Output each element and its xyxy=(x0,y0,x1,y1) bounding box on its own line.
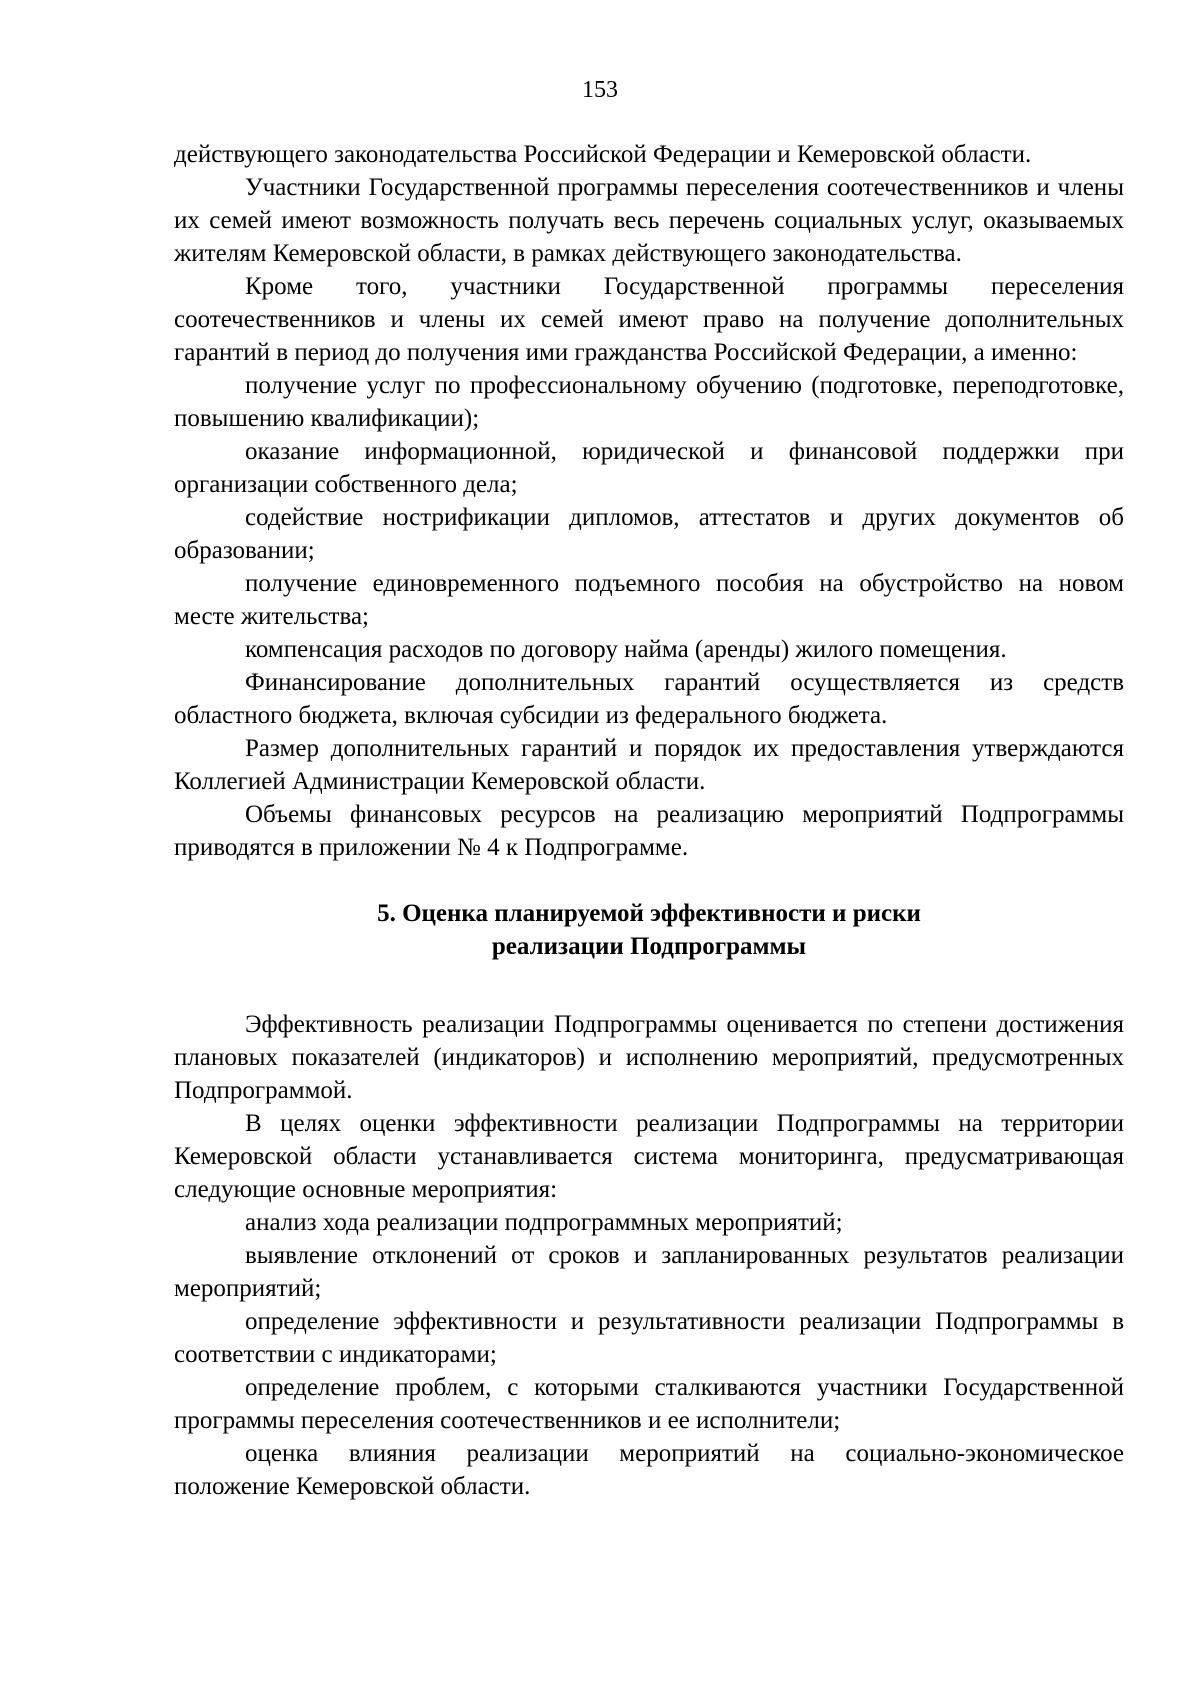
paragraph: В целях оценки эффективности реализации Подпрограммы на территории Кемеровской области устанавливается система мониторинга, предусматривающая следующие основные мероприятия: xyxy=(174,1110,1124,1203)
section-heading xyxy=(174,897,1124,963)
list-item: оценка влияния реализации мероприятий на социально-экономическое положение Кемеровской области. xyxy=(174,1440,1124,1500)
paragraph: Участники Государственной программы переселения соотечественников и члены их семей имеют возможность получать весь перечень социальных услуг, оказываемых жителям Кемеровской области, в рамках действующего законодательства. xyxy=(174,174,1124,267)
paragraph: Объемы финансовых ресурсов на реализацию мероприятий Подпрограммы приводятся в приложении № 4 к Подпрограмме. xyxy=(174,801,1124,861)
list-item: выявление отклонений от сроков и запланированных результатов реализации мероприятий; xyxy=(174,1242,1124,1302)
paragraph: Размер дополнительных гарантий и порядок их предоставления утверждаются Коллегией Администрации Кемеровской области. xyxy=(174,735,1124,795)
paragraph: Финансирование дополнительных гарантий осуществляется из средств областного бюджета, включая субсидии из федерального бюджета. xyxy=(174,669,1124,729)
section-heading-line: 5. Оценка планируемой эффективности и риски xyxy=(377,900,921,927)
list-item: определение проблем, с которыми сталкиваются участники Государственной программы переселения соотечественников и ее исполнители; xyxy=(174,1374,1124,1434)
list-item: получение услуг по профессиональному обучению (подготовке, переподготовке, повышению квалификации); xyxy=(174,372,1124,432)
paragraph: Кроме того, участники Государственной программы переселения соотечественников и члены их семей имеют право на получение дополнительных гарантий в период до получения ими гражданства Российской Федерации, а именно: xyxy=(174,273,1124,366)
list-item: компенсация расходов по договору найма (аренды) жилого помещения. xyxy=(245,636,1007,663)
paragraph: действующего законодательства Российской Федерации и Кемеровской области. xyxy=(174,141,1032,168)
paragraph: Эффективность реализации Подпрограммы оценивается по степени достижения плановых показателей (индикаторов) и исполнению мероприятий, предусмотренных Подпрограммой. xyxy=(174,1011,1124,1104)
section-heading-line: реализации Подпрограммы xyxy=(491,933,807,960)
list-item: определение эффективности и результативности реализации Подпрограммы в соответствии с индикаторами; xyxy=(174,1308,1124,1368)
list-item: оказание информационной, юридической и финансовой поддержки при организации собственного дела; xyxy=(174,438,1124,498)
document-body xyxy=(174,138,1124,1503)
page-number: 153 xyxy=(582,77,618,103)
list-item: получение единовременного подъемного пособия на обустройство на новом месте жительства; xyxy=(174,570,1124,630)
list-item: анализ хода реализации подпрограммных мероприятий; xyxy=(245,1209,843,1236)
list-item: содействие нострификации дипломов, аттестатов и других документов об образовании; xyxy=(174,504,1124,564)
